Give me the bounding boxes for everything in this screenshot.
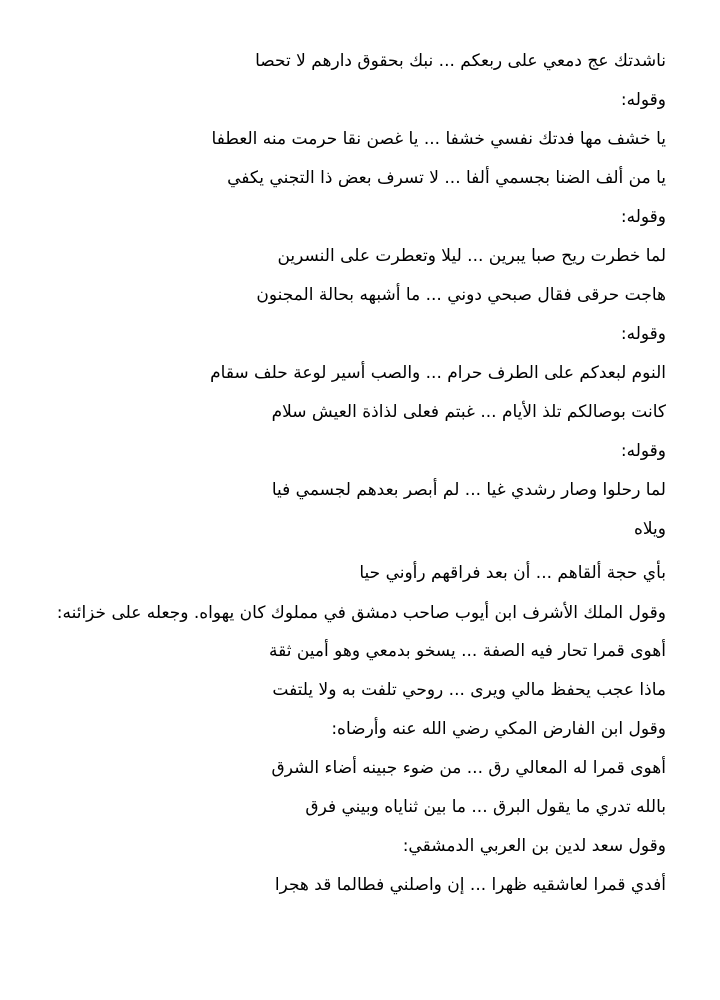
text-line: بأي حجة ألقاهم ... أن بعد فراقهم رأوني حيا [359, 563, 666, 583]
text-line: هاجت حرقى فقال صبحي دوني ... ما أشبهه بحالة المجنون [256, 285, 666, 305]
text-line: وقوله: [620, 441, 666, 461]
document-page [52, 44, 666, 907]
text-paragraph: وقول الملك الأشرف ابن أيوب صاحب دمشق في مملوك كان يهواه. وجعله على خزائنه: [56, 603, 666, 623]
text-line: وقوله: [620, 207, 666, 227]
text-line: أهوى قمرا تحار فيه الصفة ... يسخو بدمعي وهو أمين ثقة [269, 641, 666, 661]
text-line: النوم لبعدكم على الطرف حرام ... والصب أسير لوعة حلف سقام [210, 363, 666, 383]
text-line: لما رحلوا وصار رشدي غيا ... لم أبصر بعدهم لجسمي فيا [271, 480, 666, 500]
text-line: بالله تدري ما يقول البرق ... ما بين ثناياه وبيني فرق [305, 797, 666, 817]
text-line: وقوله: [620, 324, 666, 344]
text-line: ماذا عجب يحفظ مالي ويرى ... روحي تلفت به ولا يلتفت [272, 680, 666, 700]
text-line: وقول سعد لدين بن العربي الدمشقي: [402, 836, 666, 856]
text-line: أفدي قمرا لعاشقيه ظهرا ... إن واصلني فطالما قد هجرا [274, 875, 666, 895]
text-line: أهوى قمرا له المعالي رق ... من ضوء جبينه أضاء الشرق [271, 758, 666, 778]
text-line: لما خطرت ريح صبا يبرين ... ليلا وتعطرت على النسرين [277, 246, 666, 266]
text-line: يا من ألف الضنا بجسمي ألفا ... لا تسرف بعض ذا التجني يكفي [227, 168, 666, 188]
text-line: وقوله: [620, 90, 666, 110]
text-line: ناشدتك عج دمعي على ربعكم ... نبك بحقوق دارهم لا تحصا [255, 51, 666, 71]
text-line: كانت بوصالكم تلذ الأيام ... غبتم فعلى لذاذة العيش سلام [271, 402, 666, 422]
text-line: يا خشف مها فدتك نفسي خشفا ... يا غصن نقا حرمت منه العطفا [211, 129, 666, 149]
text-line: وقول ابن الفارض المكي رضي الله عنه وأرضاه: [331, 719, 666, 739]
text-line: ويلاه [634, 519, 666, 539]
